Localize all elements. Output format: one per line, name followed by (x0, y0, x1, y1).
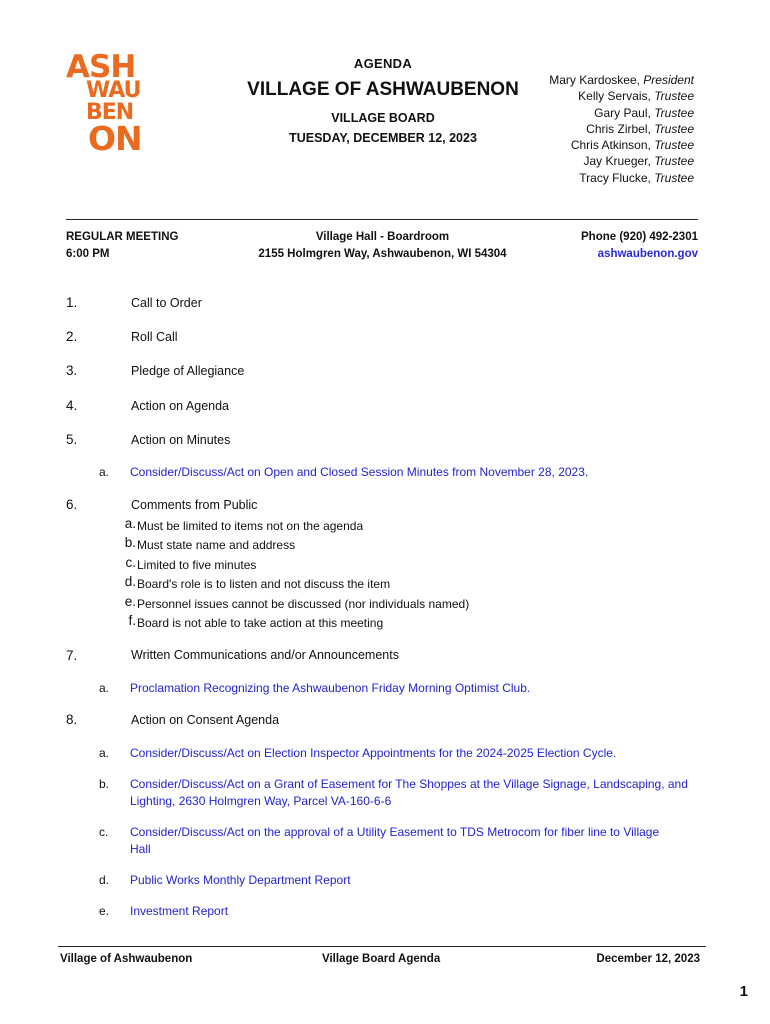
sub-item-letter: a. (99, 465, 110, 479)
meeting-address: 2155 Holmgren Way, Ashwaubenon, WI 54304 (258, 248, 507, 260)
logo-line-1: ASH (66, 49, 136, 85)
footer-center: Village Board Agenda (322, 953, 441, 965)
website-link[interactable]: ashwaubenon.gov (597, 248, 698, 260)
meeting-type: REGULAR MEETING (66, 231, 179, 243)
board-label: VILLAGE BOARD (331, 111, 435, 125)
board-members-list (549, 72, 694, 186)
meeting-date: TUESDAY, DECEMBER 12, 2023 (289, 131, 477, 145)
board-member: Chris Atkinson, Trustee (570, 138, 694, 153)
comment-rule-text: Board is not able to take action at this meeting (137, 616, 384, 630)
item-title: Action on Minutes (131, 433, 231, 447)
document-header (238, 56, 528, 145)
footer-left: Village of Ashwaubenon (60, 953, 193, 965)
public-works-report-link[interactable]: Public Works Monthly Department Report (130, 873, 351, 887)
item-number: 5. (66, 432, 78, 447)
sub-item-letter: d. (99, 873, 110, 887)
comment-rule-text: Personnel issues cannot be discussed (nor individuals named) (137, 597, 470, 611)
board-member: Jay Krueger, Trustee (583, 154, 694, 169)
logo-line-4: ON (88, 119, 142, 158)
contact-block (581, 229, 698, 263)
comment-rule-letter: b. (124, 535, 136, 550)
item-title: Written Communications and/or Announcements (131, 648, 399, 662)
item-title: Call to Order (131, 296, 202, 310)
meeting-location-block (250, 229, 515, 263)
comment-rule-letter: a. (124, 516, 136, 531)
item-title: Comments from Public (131, 498, 258, 512)
utility-easement-link[interactable]: Consider/Discuss/Act on the approval of a Utility Easement to TDS Metrocom for fiber line to Village Hall (130, 825, 660, 856)
item-number: 6. (66, 497, 78, 512)
comment-rule-text: Must state name and address (137, 538, 296, 552)
page-title: VILLAGE OF ASHWAUBENON (247, 79, 519, 100)
sub-item-letter: a. (99, 681, 110, 695)
proclamation-link[interactable]: Proclamation Recognizing the Ashwaubenon Friday Morning Optimist Club. (130, 681, 531, 695)
easement-shoppes-link[interactable]: Consider/Discuss/Act on a Grant of Easement for The Shoppes at the Village Signage, Landscaping, and Lighting, 2630 Holmgren Way, Parcel VA-160-6-6 (130, 777, 688, 808)
page-number: 1 (739, 983, 748, 1000)
comment-rule-letter: d. (124, 574, 136, 589)
item-number: 4. (66, 398, 78, 413)
comment-rule-text: Must be limited to items not on the agenda (137, 519, 364, 533)
sub-item-letter: e. (99, 904, 110, 918)
item-title: Action on Agenda (131, 399, 229, 413)
comment-rule-text: Board's role is to listen and not discuss the item (137, 577, 391, 591)
meeting-location: Village Hall - Boardroom (315, 231, 450, 243)
logo-line-2: WAU (86, 78, 141, 103)
board-member: Tracy Flucke, Trustee (579, 170, 694, 185)
logo-line-3: BEN (86, 100, 134, 125)
item-title: Pledge of Allegiance (131, 364, 245, 378)
item-number: 8. (66, 712, 78, 727)
item-title: Action on Consent Agenda (131, 713, 280, 727)
item-number: 3. (66, 363, 78, 378)
sub-item-letter: a. (99, 746, 110, 760)
item-number: 2. (66, 329, 78, 344)
phone-number: Phone (920) 492-2301 (581, 231, 698, 243)
village-logo (66, 49, 146, 158)
meeting-type-block (66, 229, 178, 263)
sub-item-letter: c. (99, 825, 109, 839)
meeting-time: 6:00 PM (66, 248, 110, 260)
comment-rule-letter: f. (128, 613, 136, 628)
footer-divider (58, 946, 706, 947)
item-title: Roll Call (131, 330, 178, 344)
investment-report-link[interactable]: Investment Report (130, 904, 229, 918)
item-number: 1. (66, 295, 78, 310)
board-member: Kelly Servais, Trustee (578, 89, 694, 104)
agenda-label: AGENDA (353, 56, 413, 71)
board-member: Gary Paul, Trustee (594, 105, 694, 120)
comment-rule-letter: c. (125, 555, 136, 570)
comment-rule-text: Limited to five minutes (137, 558, 257, 572)
minutes-link[interactable]: Consider/Discuss/Act on Open and Closed Session Minutes from November 28, 2023. (130, 465, 589, 479)
election-inspector-link[interactable]: Consider/Discuss/Act on Election Inspector Appointments for the 2024-2025 Election Cycle. (130, 746, 617, 760)
comment-rule-letter: e. (124, 594, 136, 609)
header-divider (66, 219, 698, 220)
board-member: Chris Zirbel, Trustee (586, 121, 694, 136)
board-member: Mary Kardoskee, President (549, 73, 694, 87)
item-number: 7. (66, 648, 78, 663)
sub-item-letter: b. (99, 777, 110, 791)
footer-right: December 12, 2023 (596, 953, 700, 965)
